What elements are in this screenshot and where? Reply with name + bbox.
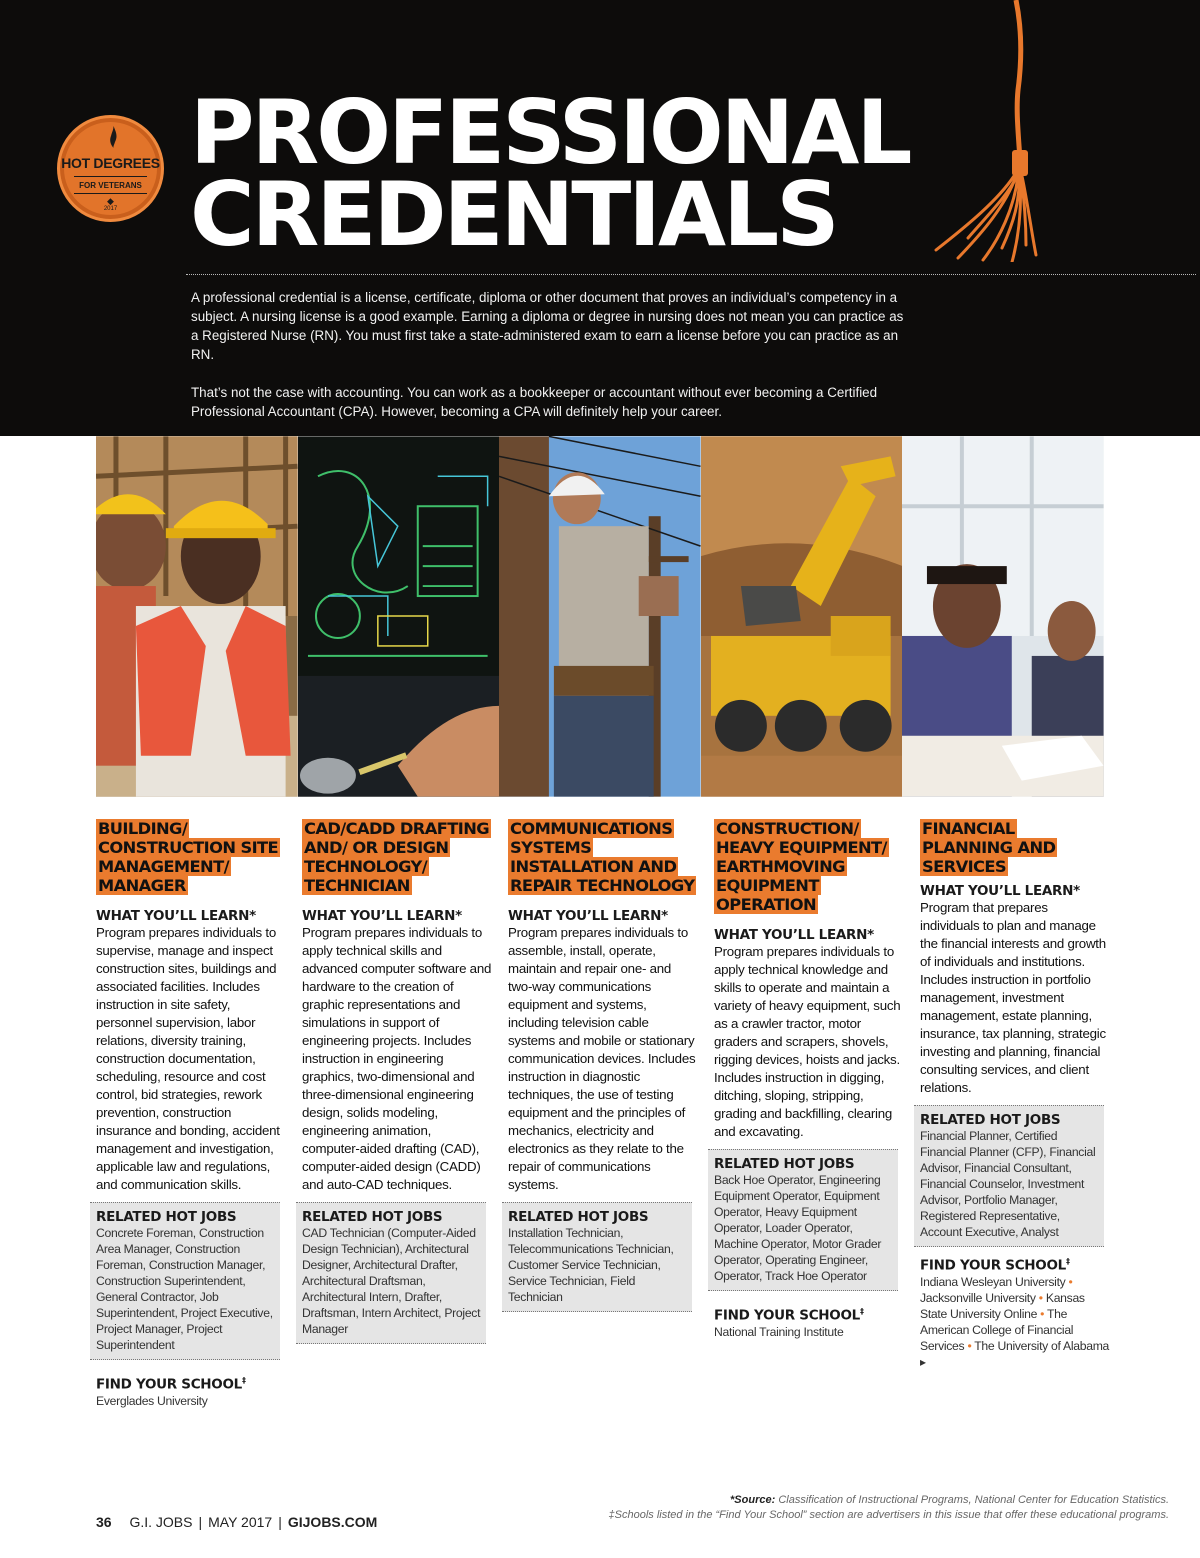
learn-heading: WHAT YOU’LL LEARN* [508, 908, 668, 924]
learn-heading: WHAT YOU’LL LEARN* [920, 883, 1080, 899]
related-jobs-box [914, 1105, 1104, 1247]
column-cad-drafting [302, 820, 492, 1344]
column-communications [508, 820, 698, 1312]
learn-heading: WHAT YOU’LL LEARN* [714, 927, 874, 943]
magazine-name: G.I. JOBS [129, 1514, 193, 1530]
graduation-tassel-icon [928, 0, 1038, 262]
continue-arrow-icon: ▸ [920, 1354, 926, 1369]
badge-title: HOT DEGREES [61, 155, 160, 171]
intro-text [191, 288, 911, 440]
column-building-construction [96, 820, 286, 1409]
related-jobs-box [502, 1202, 692, 1312]
photo-strip [96, 436, 1104, 797]
column-heavy-equipment [714, 820, 904, 1340]
column-title: BUILDING/ CONSTRUCTION SITE MANAGEMENT/ MANAGER [98, 819, 279, 895]
school-link[interactable]: National Training Institute [714, 1324, 844, 1339]
school-list [96, 1393, 286, 1409]
badge-subtitle: FOR VETERANS [79, 181, 142, 190]
school-link[interactable]: Indiana Wesleyan University [920, 1274, 1066, 1289]
schools-note: ‡Schools listed in the “Find Your School” section are advertisers in this issue that offer these educational programs. [608, 1509, 1169, 1521]
school-heading [920, 1257, 1110, 1274]
school-list [920, 1274, 1110, 1370]
school-heading-label: FIND YOUR SCHOOL [714, 1307, 860, 1324]
school-link[interactable]: The American College of Financial Services [920, 1306, 1074, 1353]
source-note [609, 1493, 1169, 1508]
school-link[interactable]: The University of Alabama [974, 1338, 1110, 1353]
intro-paragraph-1: A professional credential is a license, certificate, diploma or other document that proves an individual’s competency in a subject. A nursing license is a good example. Earning a diploma or degree in nursing does not mean you can practice as a Registered Nurse (RN). You must first take a state-administered exam to earn a license before you can practice as an RN. [191, 290, 904, 362]
footer-separator: | [278, 1514, 282, 1530]
badge-rule [74, 193, 147, 194]
learn-text: Program that prepares individuals to plan and manage the financial interests and growth of individuals and institutions. Includes instruction in portfolio management, investment management, estate planning, insurance, tax planning, strategic investing and planning, financial consulting services, and client relations. [920, 900, 1106, 1095]
heavy-equipment-photo [701, 436, 903, 797]
badge-rule [74, 176, 147, 177]
bullet-icon: • [1068, 1274, 1073, 1289]
jobs-text: Financial Planner, Certified Financial Planner (CFP), Financial Advisor, Financial Consultant, Financial Counselor, Investment Advisor, Portfolio Manager, Registered Representative, Account Executive, Analyst [920, 1129, 1096, 1239]
dagger-mark: ‡ [241, 1376, 246, 1385]
page-title [190, 81, 910, 266]
header-band [0, 0, 1200, 436]
school-heading [96, 1376, 286, 1393]
column-title: CONSTRUCTION/ HEAVY EQUIPMENT/ EARTHMOVING EQUIPMENT OPERATION [716, 819, 887, 914]
header-divider [186, 274, 1196, 275]
issue-date: MAY 2017 [208, 1514, 273, 1530]
learn-text: Program prepares individuals to apply technical skills and advanced computer software and hardware to the creation of graphic representations and simulations in support of engineering projects. Includes instruction in engineering graphics, two-dimensional and three-dimensional engineering design, solids modeling, engineering animation, computer-aided drafting (CAD), computer-aided design (CADD) and auto-CAD techniques. [302, 925, 492, 1192]
related-jobs-box [90, 1202, 280, 1360]
school-heading [714, 1307, 904, 1324]
jobs-text: Installation Technician, Telecommunications Technician, Customer Service Technician, Service Technician, Field Technician [508, 1226, 674, 1304]
intro-paragraph-2: That’s not the case with accounting. You can work as a bookkeeper or accountant without ever becoming a Certified Professional Accountant (CPA). However, becoming a CPA will definitely help your career. [191, 385, 878, 419]
school-list [714, 1324, 904, 1340]
learn-text: Program prepares individuals to assemble, install, operate, maintain and repair one- and two-way communications equipment and systems, including television cable systems and mobile or stationary communication devices. Includes instruction in diagnostic techniques, the use of testing equipment and the principles of mechanics, electricity and electronics as they relate to the repair of communications systems. [508, 925, 696, 1192]
jobs-heading: RELATED HOT JOBS [714, 1156, 855, 1172]
page-number: 36 [96, 1514, 112, 1530]
related-jobs-box [296, 1202, 486, 1344]
bullet-icon: • [967, 1338, 972, 1353]
bullet-icon: • [1040, 1306, 1045, 1321]
school-heading-label: FIND YOUR SCHOOL [96, 1376, 242, 1393]
jobs-heading: RELATED HOT JOBS [508, 1209, 649, 1225]
column-title: FINANCIAL PLANNING AND SERVICES [922, 819, 1056, 876]
learn-text: Program prepares individuals to apply technical knowledge and skills to operate and maintain a variety of heavy equipment, such as a crawler tractor, motor graders and scrapers, shovels, rigging devices, hoists and jacks. Includes instruction in digging, ditching, sloping, stripping, grading and backfilling, clearing and excavating. [714, 944, 901, 1139]
badge-year: 2017 [103, 206, 118, 212]
footer-notes [609, 1493, 1169, 1523]
cad-drafting-photo [298, 436, 500, 797]
learn-text: Program prepares individuals to supervise, manage and inspect construction sites, buildings and associated facilities. Includes instruction in site safety, personnel supervision, labor relations, diversity training, construction documentation, scheduling, resource and cost control, bid strategies, rework prevention, construction insurance and bonding, accident management and investigation, applicable law and regulations, and communication skills. [96, 925, 280, 1192]
jobs-text: Concrete Foreman, Construction Area Manager, Construction Foreman, Construction Manager, Construction Superintendent, General Contractor, Job Superintendent, Project Executive, Project Manager, Project Superintendent [96, 1226, 273, 1352]
jobs-text: CAD Technician (Computer-Aided Design Technician), Architectural Designer, Architectural Drafter, Architectural Draftsman, Architectural Intern, Drafter, Draftsman, Intern Architect, Project Manager [302, 1226, 481, 1336]
school-link[interactable]: Everglades University [96, 1393, 208, 1408]
hot-degrees-badge [57, 115, 164, 222]
related-jobs-box [708, 1149, 898, 1291]
column-financial-planning [920, 820, 1110, 1370]
website-link[interactable]: GIJOBS.COM [287, 1514, 378, 1530]
dagger-mark: ‡ [859, 1307, 864, 1316]
school-link[interactable]: Jacksonville University [920, 1290, 1036, 1305]
source-text: Classification of Instructional Programs, National Center for Education Statistics. [778, 1494, 1169, 1506]
dagger-mark: ‡ [1065, 1257, 1070, 1266]
column-title: COMMUNICATIONS SYSTEMS INSTALLATION AND REPAIR TECHNOLOGY [510, 819, 695, 895]
construction-workers-photo [96, 436, 298, 797]
page-title-line1: PROFESSIONAL [190, 81, 910, 184]
school-link[interactable]: Kansas State University Online [920, 1290, 1085, 1321]
footer-separator: | [198, 1514, 203, 1530]
flame-icon [109, 126, 118, 148]
source-label: *Source: [730, 1494, 776, 1506]
jobs-text: Back Hoe Operator, Engineering Equipment Operator, Equipment Operator, Heavy Equipment Operator, Loader Operator, Machine Operator, Motor Grader Operator, Operating Engineer, Operator, Track Hoe Operator [714, 1173, 882, 1283]
learn-heading: WHAT YOU’LL LEARN* [96, 908, 256, 924]
lineman-photo [499, 436, 701, 797]
page-title-line2: CREDENTIALS [190, 163, 837, 266]
bullet-icon: • [1038, 1290, 1043, 1305]
drop-icon: ◆ [107, 196, 114, 206]
column-title: CAD/CADD DRAFTING AND/ OR DESIGN TECHNOLOGY/ TECHNICIAN [304, 819, 489, 895]
page-footer [96, 1514, 377, 1530]
school-heading-label: FIND YOUR SCHOOL [920, 1257, 1066, 1274]
financial-planning-photo [902, 436, 1104, 797]
jobs-heading: RELATED HOT JOBS [920, 1112, 1061, 1128]
jobs-heading: RELATED HOT JOBS [96, 1209, 237, 1225]
learn-heading: WHAT YOU’LL LEARN* [302, 908, 462, 924]
jobs-heading: RELATED HOT JOBS [302, 1209, 443, 1225]
